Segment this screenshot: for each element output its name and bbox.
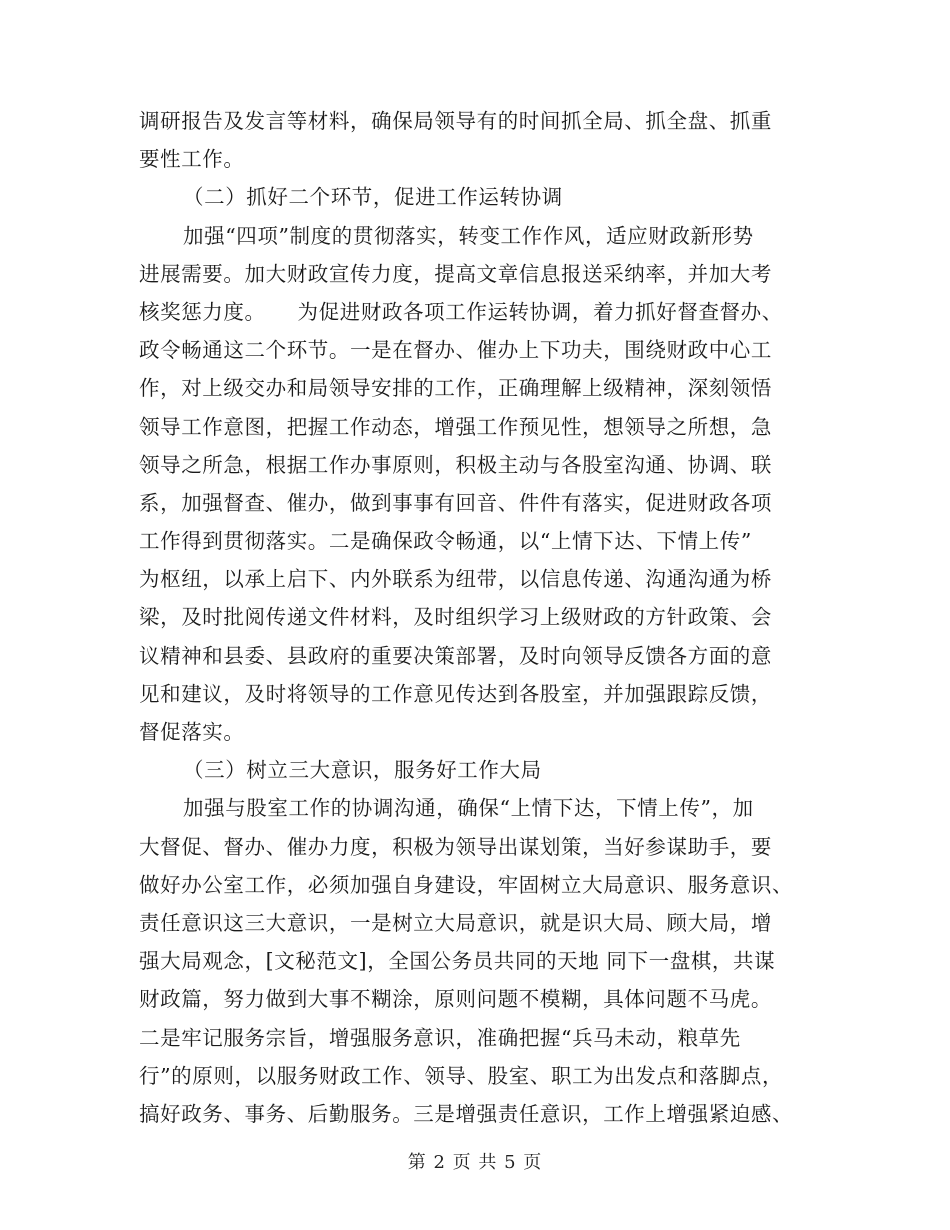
- text-line: 二是牢记服务宗旨，增强服务意识，准确把握“兵马未动，粮草先: [139, 1025, 741, 1050]
- text-line: 进展需要。加大财政宣传力度，提高文章信息报送采纳率，并加大考: [139, 261, 772, 286]
- text-line: 财政篇，努力做到大事不糊涂，原则问题不模糊，具体问题不马虎。: [139, 987, 772, 1012]
- document-body: [139, 102, 819, 1133]
- text-line: 加强“四项”制度的贯彻落实，转变工作作风，适应财政新形势: [183, 223, 754, 248]
- text-line: 做好办公室工作，必须加强自身建设，牢固树立大局意识、服务意识、: [139, 872, 794, 897]
- text-line: 政令畅通这二个环节。一是在督办、催办上下功夫，围绕财政中心工: [139, 338, 772, 363]
- text-line: 调研报告及发言等材料，确保局领导有的时间抓全局、抓全盘、抓重: [139, 109, 772, 133]
- text-line: 督促落实。: [139, 720, 245, 744]
- text-line: 加强与股室工作的协调沟通，确保“上情下达，下情上传”，加: [183, 796, 754, 821]
- text-line: 领导工作意图，把握工作动态，增强工作预见性，想领导之所想，急: [139, 414, 772, 439]
- text-line: 搞好政务、事务、后勤服务。三是增强责任意识，工作上增强紧迫感、: [139, 1101, 794, 1126]
- text-line: 为枢纽，以承上启下、内外联系为纽带，以信息传递、沟通沟通为桥: [139, 567, 772, 592]
- text-line: 责任意识这三大意识，一是树立大局意识，就是识大局、顾大局，增: [139, 910, 772, 935]
- text-line: 系，加强督查、催办，做到事事有回音、件件有落实，促进财政各项: [139, 490, 772, 515]
- text-line: 大督促、督办、催办力度，积极为领导出谋划策，当好参谋助手，要: [139, 834, 772, 859]
- text-line: 强大局观念，[文秘范文]，全国公务员共同的天地 同下一盘棋，共谋: [139, 949, 776, 974]
- text-line: 核奖惩力度。 为促进财政各项工作运转协调，着力抓好督查督办、: [139, 299, 783, 324]
- text-line: 梁，及时批阅传递文件材料，及时组织学习上级财政的方针政策、会: [139, 605, 772, 630]
- text-line: 见和建议，及时将领导的工作意见传达到各股室，并加强跟踪反馈，: [139, 681, 772, 706]
- section-heading: （三）树立三大意识，服务好工作大局: [183, 758, 542, 783]
- text-line: 行”的原则，以服务财政工作、领导、股室、职工为出发点和落脚点，: [139, 1063, 784, 1088]
- text-line: 要性工作。: [139, 147, 245, 172]
- text-line: 作，对上级交办和局领导安排的工作，正确理解上级精神，深刻领悟: [139, 376, 772, 401]
- text-line: 领导之所急，根据工作办事原则，积极主动与各股室沟通、协调、联: [139, 452, 772, 477]
- text-line: 议精神和县委、县政府的重要决策部署，及时向领导反馈各方面的意: [139, 643, 772, 668]
- page-footer: 第 2 页 共 5 页: [407, 1152, 543, 1173]
- section-heading: （二）抓好二个环节，促进工作运转协调: [183, 185, 563, 210]
- text-line: 工作得到贯彻落实。二是确保政令畅通，以“上情下达、下情上传”: [139, 529, 752, 554]
